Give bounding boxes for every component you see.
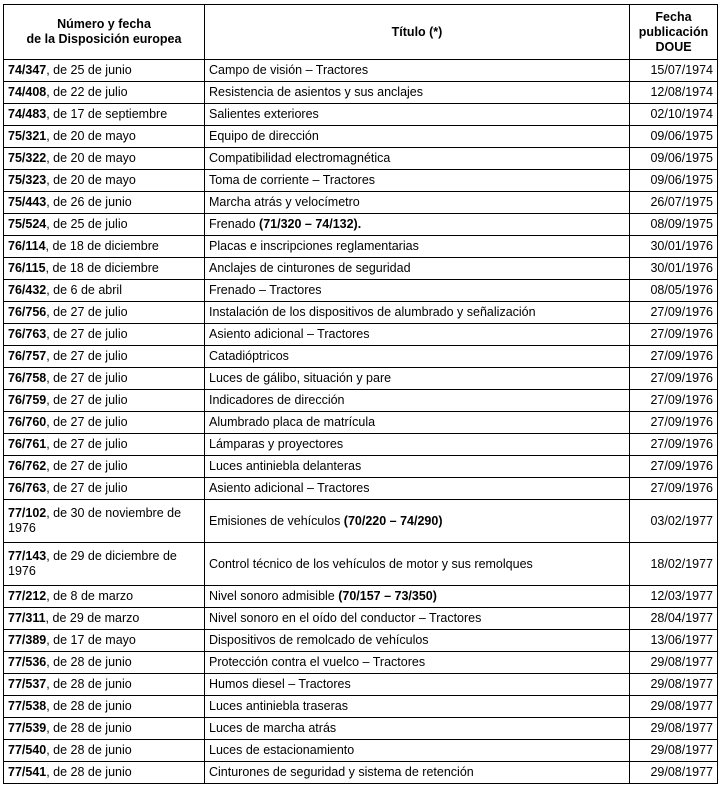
publication-date: 27/09/1976 — [650, 371, 713, 385]
title-cell — [205, 302, 630, 324]
directive-number: 77/541 — [8, 765, 47, 779]
title-cell — [205, 390, 630, 412]
directive-cell — [4, 390, 205, 412]
publication-date-cell — [630, 674, 718, 696]
publication-date: 03/02/1977 — [650, 513, 713, 528]
table-row — [4, 652, 718, 674]
title-cell — [205, 434, 630, 456]
publication-date-cell — [630, 280, 718, 302]
directive-date: , de 26 de junio — [46, 195, 132, 209]
directive-title: Luces antiniebla traseras — [209, 699, 348, 713]
publication-date-cell — [630, 236, 718, 258]
directive-cell — [4, 258, 205, 280]
title-cell — [205, 500, 630, 543]
directive-cell — [4, 652, 205, 674]
directive-number: 77/212 — [8, 589, 47, 603]
publication-date-cell — [630, 192, 718, 214]
publication-date: 12/08/1974 — [650, 85, 713, 99]
directive-title: Luces de gálibo, situación y pare — [209, 371, 392, 385]
table-row — [4, 258, 718, 280]
table-row — [4, 104, 718, 126]
title-cell — [205, 192, 630, 214]
directive-number: 76/763 — [8, 481, 47, 495]
table-row — [4, 126, 718, 148]
directive-number: 75/524 — [8, 217, 47, 231]
title-cell — [205, 82, 630, 104]
header-title-label: Título (*) — [391, 24, 443, 39]
directive-number: 77/540 — [8, 743, 47, 757]
title-cell — [205, 236, 630, 258]
directive-title: Cinturones de seguridad y sistema de retención — [209, 765, 474, 779]
directive-title: Salientes exteriores — [209, 107, 319, 121]
publication-date: 18/02/1977 — [650, 556, 713, 571]
directive-number: 75/323 — [8, 173, 47, 187]
directive-cell — [4, 104, 205, 126]
publication-date: 27/09/1976 — [650, 305, 713, 319]
header-number-date-line1: Número y fecha — [57, 17, 151, 31]
directive-title: Placas e inscripciones reglamentarias — [209, 239, 419, 253]
table-row — [4, 170, 718, 192]
publication-date: 29/08/1977 — [650, 699, 713, 713]
directive-date: , de 18 de diciembre — [45, 261, 159, 275]
publication-date: 29/08/1977 — [650, 677, 713, 691]
directive-date: , de 20 de mayo — [46, 129, 136, 143]
directive-cell — [4, 302, 205, 324]
publication-date-cell — [630, 478, 718, 500]
table-row — [4, 236, 718, 258]
publication-date: 27/09/1976 — [650, 415, 713, 429]
directive-cell — [4, 280, 205, 302]
directive-date: , de 20 de mayo — [46, 151, 136, 165]
table-row — [4, 280, 718, 302]
directive-date: , de 27 de julio — [46, 415, 128, 429]
directive-title: Nivel sonoro en el oído del conductor – Tractores — [209, 611, 482, 625]
publication-date: 13/06/1977 — [650, 633, 713, 647]
publication-date-cell — [630, 718, 718, 740]
directive-date: , de 27 de julio — [46, 371, 128, 385]
directive-date: , de 27 de julio — [46, 481, 128, 495]
publication-date-cell — [630, 148, 718, 170]
header-publication-date — [630, 5, 718, 60]
publication-date-cell — [630, 500, 718, 543]
table-row — [4, 214, 718, 236]
publication-date-cell — [630, 170, 718, 192]
directive-title-reference: (71/320 – 74/132). — [259, 217, 362, 231]
directive-title: Lámparas y proyectores — [209, 437, 344, 451]
publication-date: 27/09/1976 — [650, 437, 713, 451]
directive-title: Luces de marcha atrás — [209, 721, 337, 735]
publication-date-cell — [630, 456, 718, 478]
directive-cell — [4, 148, 205, 170]
directive-cell — [4, 324, 205, 346]
directive-cell — [4, 214, 205, 236]
table-row — [4, 346, 718, 368]
directive-title: Humos diesel – Tractores — [209, 677, 351, 691]
title-cell — [205, 718, 630, 740]
title-cell — [205, 630, 630, 652]
title-cell — [205, 412, 630, 434]
directive-title: Catadióptricos — [209, 349, 289, 363]
publication-date-cell — [630, 630, 718, 652]
title-cell — [205, 258, 630, 280]
directive-date: , de 27 de julio — [46, 305, 128, 319]
directive-title: Toma de corriente – Tractores — [209, 173, 376, 187]
directive-date: , de 17 de mayo — [46, 633, 136, 647]
directive-date: , de 20 de mayo — [46, 173, 136, 187]
table-header — [4, 5, 718, 60]
directive-date: , de 25 de junio — [46, 63, 132, 77]
directive-title: Luces antiniebla delanteras — [209, 459, 362, 473]
header-title — [205, 5, 630, 60]
table-row — [4, 60, 718, 82]
table-row — [4, 324, 718, 346]
publication-date: 12/03/1977 — [650, 589, 713, 603]
table-row — [4, 390, 718, 412]
directive-cell — [4, 126, 205, 148]
directive-title: Frenado — [209, 217, 260, 231]
directive-date: , de 28 de junio — [46, 743, 132, 757]
table-row — [4, 718, 718, 740]
publication-date: 27/09/1976 — [650, 393, 713, 407]
publication-date-cell — [630, 543, 718, 586]
publication-date-cell — [630, 258, 718, 280]
table-body — [4, 60, 718, 784]
directive-title: Compatibilidad electromagnética — [209, 151, 391, 165]
publication-date: 29/08/1977 — [650, 765, 713, 779]
directive-number: 77/311 — [8, 611, 46, 625]
directive-date: , de 27 de julio — [46, 437, 128, 451]
publication-date-cell — [630, 368, 718, 390]
directive-cell — [4, 192, 205, 214]
directive-cell — [4, 368, 205, 390]
title-cell — [205, 696, 630, 718]
directive-number: 76/757 — [8, 349, 47, 363]
directive-number: 76/114 — [8, 239, 46, 253]
directive-number: 76/761 — [8, 437, 47, 451]
publication-date: 28/04/1977 — [650, 611, 713, 625]
directive-cell — [4, 236, 205, 258]
directive-cell — [4, 674, 205, 696]
directive-number: 76/758 — [8, 371, 47, 385]
publication-date-cell — [630, 126, 718, 148]
directive-cell — [4, 718, 205, 740]
table-row — [4, 478, 718, 500]
publication-date-cell — [630, 412, 718, 434]
directive-date: , de 27 de julio — [46, 459, 128, 473]
title-cell — [205, 478, 630, 500]
directive-date: , de 29 de marzo — [45, 611, 140, 625]
header-row — [4, 5, 718, 60]
directive-number: 76/762 — [8, 459, 47, 473]
publication-date: 30/01/1976 — [650, 261, 713, 275]
directive-number: 77/537 — [8, 677, 47, 691]
directive-title: Emisiones de vehículos — [209, 513, 344, 528]
publication-date-cell — [630, 390, 718, 412]
directive-cell — [4, 478, 205, 500]
directive-date: , de 28 de junio — [46, 699, 132, 713]
directive-cell — [4, 740, 205, 762]
directive-cell — [4, 696, 205, 718]
directive-date: , de 17 de septiembre — [46, 107, 168, 121]
table-row — [4, 148, 718, 170]
table-row — [4, 368, 718, 390]
directive-title: Asiento adicional – Tractores — [209, 327, 370, 341]
header-pub-line2: publicación — [638, 24, 709, 39]
title-cell — [205, 126, 630, 148]
title-cell — [205, 104, 630, 126]
directive-number: 74/408 — [8, 85, 47, 99]
publication-date: 27/09/1976 — [650, 349, 713, 363]
title-cell — [205, 762, 630, 784]
directive-number: 77/389 — [8, 633, 47, 647]
directive-title: Marcha atrás y velocímetro — [209, 195, 360, 209]
table-row — [4, 82, 718, 104]
publication-date-cell — [630, 214, 718, 236]
directive-number: 76/763 — [8, 327, 47, 341]
directive-title: Indicadores de dirección — [209, 393, 345, 407]
publication-date: 09/06/1975 — [650, 151, 713, 165]
publication-date: 30/01/1976 — [650, 239, 713, 253]
publication-date: 26/07/1975 — [650, 195, 713, 209]
title-cell — [205, 148, 630, 170]
title-cell — [205, 608, 630, 630]
publication-date-cell — [630, 324, 718, 346]
directive-cell — [4, 608, 205, 630]
directive-number: 74/347 — [8, 63, 47, 77]
table-row — [4, 740, 718, 762]
header-pub-line1: Fecha — [655, 9, 692, 24]
directive-cell — [4, 630, 205, 652]
directive-cell — [4, 346, 205, 368]
directive-title: Nivel sonoro admisible — [209, 589, 339, 603]
publication-date: 27/09/1976 — [650, 327, 713, 341]
directive-cell — [4, 500, 205, 543]
publication-date: 09/06/1975 — [650, 173, 713, 187]
directive-cell — [4, 434, 205, 456]
table-row — [4, 586, 718, 608]
directive-date: , de 22 de julio — [46, 85, 128, 99]
table-row — [4, 608, 718, 630]
publication-date: 08/05/1976 — [650, 283, 713, 297]
directive-number: 77/539 — [8, 721, 47, 735]
directive-title: Dispositivos de remolcado de vehículos — [209, 633, 429, 647]
table-row — [4, 543, 718, 586]
directive-title-reference: (70/220 – 74/290) — [343, 513, 443, 528]
title-cell — [205, 652, 630, 674]
directives-table — [3, 4, 718, 784]
table-row — [4, 762, 718, 784]
table-row — [4, 630, 718, 652]
directive-cell — [4, 412, 205, 434]
directive-number: 77/536 — [8, 655, 47, 669]
directive-date: , de 25 de julio — [46, 217, 128, 231]
directive-number: 75/443 — [8, 195, 47, 209]
directive-number: 76/760 — [8, 415, 47, 429]
directive-date: , de 27 de julio — [46, 349, 128, 363]
title-cell — [205, 674, 630, 696]
directive-title: Equipo de dirección — [209, 129, 319, 143]
title-cell — [205, 368, 630, 390]
title-cell — [205, 586, 630, 608]
publication-date-cell — [630, 346, 718, 368]
directive-number: 74/483 — [8, 107, 47, 121]
title-cell — [205, 543, 630, 586]
directive-title: Alumbrado placa de matrícula — [209, 415, 376, 429]
header-pub-line3: DOUE — [655, 39, 692, 54]
directive-title-reference: (70/157 – 73/350) — [338, 589, 437, 603]
directive-date: , de 28 de junio — [46, 765, 132, 779]
directive-title: Frenado – Tractores — [209, 283, 322, 297]
header-number-date — [4, 5, 205, 60]
directive-number: 76/115 — [8, 261, 46, 275]
directive-number: 76/432 — [8, 283, 47, 297]
table-row — [4, 192, 718, 214]
title-cell — [205, 324, 630, 346]
publication-date: 15/07/1974 — [650, 63, 713, 77]
publication-date: 09/06/1975 — [650, 129, 713, 143]
title-cell — [205, 214, 630, 236]
table-row — [4, 302, 718, 324]
table-row — [4, 412, 718, 434]
directive-cell — [4, 543, 205, 586]
directive-title: Asiento adicional – Tractores — [209, 481, 370, 495]
directive-title: Instalación de los dispositivos de alumbrado y señalización — [209, 305, 536, 319]
directive-cell — [4, 456, 205, 478]
publication-date-cell — [630, 302, 718, 324]
header-number-date-line2: de la Disposición europea — [26, 32, 182, 46]
directive-date: , de 29 de diciembre de 1976 — [8, 549, 177, 578]
directive-title: Luces de estacionamiento — [209, 743, 355, 757]
publication-date: 29/08/1977 — [650, 655, 713, 669]
table-row — [4, 500, 718, 543]
directive-date: , de 8 de marzo — [46, 589, 134, 603]
directive-number: 75/321 — [8, 129, 47, 143]
directive-date: , de 28 de junio — [46, 677, 132, 691]
publication-date-cell — [630, 82, 718, 104]
directive-title: Protección contra el vuelco – Tractores — [209, 655, 426, 669]
directive-date: , de 28 de junio — [46, 655, 132, 669]
directive-title: Campo de visión – Tractores — [209, 63, 369, 77]
publication-date: 29/08/1977 — [650, 743, 713, 757]
directive-title: Resistencia de asientos y sus anclajes — [209, 85, 424, 99]
publication-date-cell — [630, 586, 718, 608]
directive-date: , de 27 de julio — [46, 327, 128, 341]
directive-date: , de 6 de abril — [46, 283, 122, 297]
directive-cell — [4, 586, 205, 608]
publication-date-cell — [630, 434, 718, 456]
publication-date-cell — [630, 608, 718, 630]
title-cell — [205, 740, 630, 762]
directive-title: Control técnico de los vehículos de motor y sus remolques — [209, 556, 533, 571]
publication-date-cell — [630, 762, 718, 784]
publication-date-cell — [630, 652, 718, 674]
directive-cell — [4, 60, 205, 82]
title-cell — [205, 280, 630, 302]
table-row — [4, 456, 718, 478]
title-cell — [205, 346, 630, 368]
publication-date: 27/09/1976 — [650, 481, 713, 495]
directive-number: 77/538 — [8, 699, 47, 713]
publication-date: 29/08/1977 — [650, 721, 713, 735]
table-row — [4, 434, 718, 456]
table-row — [4, 696, 718, 718]
directive-date: , de 30 de noviembre de 1976 — [8, 506, 182, 535]
table-row — [4, 674, 718, 696]
publication-date: 08/09/1975 — [650, 217, 713, 231]
publication-date-cell — [630, 696, 718, 718]
directive-number: 75/322 — [8, 151, 47, 165]
publication-date-cell — [630, 740, 718, 762]
directive-number: 76/756 — [8, 305, 47, 319]
directive-cell — [4, 82, 205, 104]
directive-number: 77/102 — [8, 506, 47, 520]
publication-date-cell — [630, 60, 718, 82]
directive-number: 77/143 — [8, 549, 47, 563]
directive-date: , de 18 de diciembre — [45, 239, 159, 253]
publication-date-cell — [630, 104, 718, 126]
directive-number: 76/759 — [8, 393, 47, 407]
directive-date: , de 27 de julio — [46, 393, 128, 407]
directive-cell — [4, 762, 205, 784]
title-cell — [205, 60, 630, 82]
directive-date: , de 28 de junio — [46, 721, 132, 735]
title-cell — [205, 456, 630, 478]
publication-date: 02/10/1974 — [650, 107, 713, 121]
directive-title: Anclajes de cinturones de seguridad — [209, 261, 411, 275]
title-cell — [205, 170, 630, 192]
directive-cell — [4, 170, 205, 192]
publication-date: 27/09/1976 — [650, 459, 713, 473]
